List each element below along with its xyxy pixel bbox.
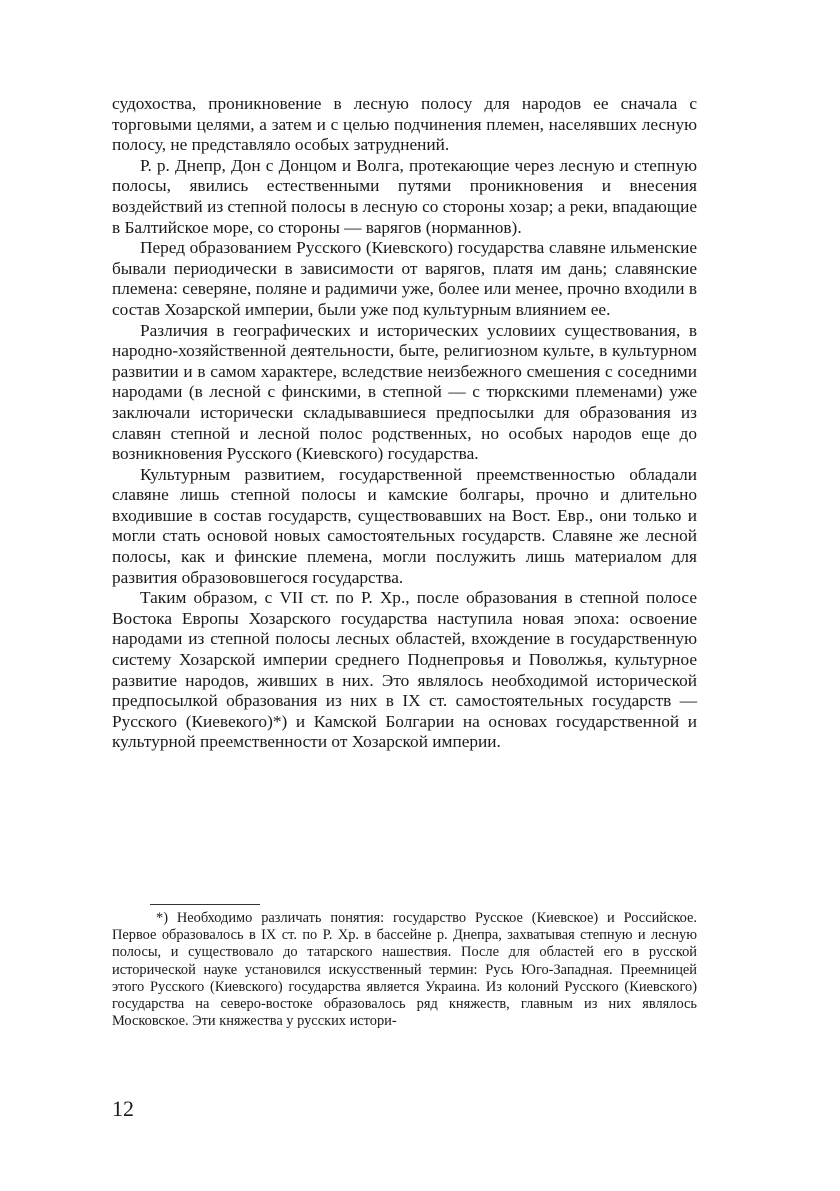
paragraph-2: Р. р. Днепр, Дон с Донцом и Волга, протекающие через лесную и степную полосы, явились естественными путями проникновения и внесения воздействий из степной полосы в лесную со стороны хозар; а реки, впадающие в Балтийское море, со стороны — варягов (норманнов). (112, 155, 697, 237)
page-number: 12 (112, 1096, 134, 1121)
main-text (112, 94, 697, 753)
paragraph-4: Различия в географических и исторических условиих существования, в народно-хозяйственной деятельности, быте, религиозном культе, в культурном развитии и в самом характере, вследствие неизбежного смешения с соседними народами (в лесной с финскими, в степной — с тюркскими племенами) уже заключали исторически складывавшиеся предпосылки для образования из славян степной и лесной полос родственных, но особых народов еще до возникновения Русского (Киевского) государства. (112, 320, 697, 464)
footnote-text: *) Необходимо различать понятия: государство Русское (Киевское) и Российское. Первое образовалось в IX ст. по Р. Хр. в бассейне р. Днепра, захватывая степную и лесную полосы, и существовало до татарского нашествия. После для областей его в русской исторической науке установился искусственный термин: Русь Юго-Западная. Преемницей этого Русского (Киевского) государства является Украина. Из колоний Русского (Киевского) государства на северо-востоке образовалось ряд княжеств, главным из них являлось Московское. Эти княжества у русских истори- (112, 910, 697, 1030)
footnote (112, 910, 697, 1030)
paragraph-6: Таким образом, с VII ст. по Р. Хр., после образования в степной полосе Востока Европы Хозарского государства наступила новая эпоха: освоение народами из степной полосы лесных областей, вхождение в государственную систему Хозарской империи среднего Поднепровья и Поволжья, культурное развитие народов, живших в них. Это являлось необходимой исторической предпосылкой образования из них в IX ст. самостоятельных государств — Русского (Киевекого)*) и Камской Болгарии на основах государственной и культурной преемственности от Хозарской империи. (112, 588, 697, 752)
paragraph-3: Перед образованием Русского (Киевского) государства славяне ильменские бывали периодически в зависимости от варягов, платя им дань; славянские племена: северяне, поляне и радимичи уже, более или менее, прочно входили в состав Хозарской империи, были уже под культурным влиянием ее. (112, 238, 697, 319)
paragraph-5: Культурным развитием, государственной преемственностью обладали славяне лишь степной полосы и камские болгары, прочно и длительно входившие в состав государств, существовавших на Вост. Евр., они только и могли стать основой новых самостоятельных государств. Славяне же лесной полосы, как и финские племена, могли послужить лишь материалом для развития образововшегося государства. (112, 464, 697, 587)
paragraph-1: судохоства, проникновение в лесную полосу для народов ее сначала с торговыми целями, а затем и с целью подчинения племен, населявших лесную полосу, не представляло особых затруднений. (112, 94, 697, 155)
footnote-divider (150, 904, 260, 905)
